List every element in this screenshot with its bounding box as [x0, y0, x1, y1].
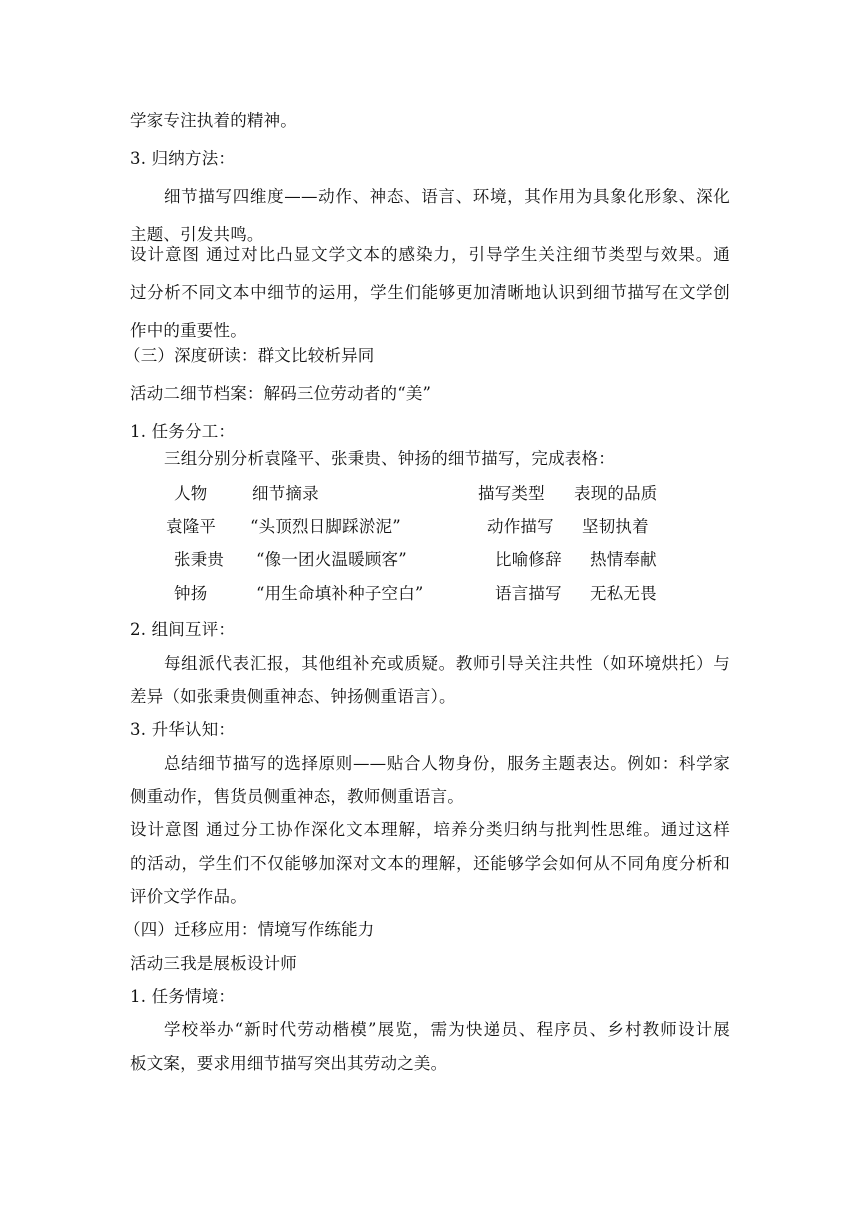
paragraph-line: 的活动，学生们不仅能够加深对文本的理解，还能够学会如何从不同角度分析和	[130, 854, 730, 873]
design-intent-line: 设计意图 通过对比凸显文学文本的感染力，引导学生关注细节类型与效果。通	[130, 245, 730, 264]
table-cell: 比喻修辞	[495, 550, 562, 569]
table-header-excerpt: 细节摘录	[252, 484, 319, 503]
table-cell: 张秉贵	[174, 550, 225, 569]
list-heading: 1. 任务分工：	[130, 422, 236, 441]
table-cell: “用生命填补种子空白”	[256, 584, 424, 603]
paragraph-line: 作中的重要性。	[130, 321, 247, 340]
list-heading: 3. 升华认知：	[130, 720, 236, 739]
paragraph-line: 主题、引发共鸣。	[130, 225, 264, 244]
table-cell: 钟扬	[174, 584, 208, 603]
table-cell: 坚韧执着	[582, 517, 649, 536]
table-cell: “像一团火温暖顾客”	[256, 550, 407, 569]
table-cell: “头顶烈日脚踩淤泥”	[250, 517, 401, 536]
table-cell: 无私无畏	[590, 584, 657, 603]
activity-heading: 活动三我是展板设计师	[130, 954, 297, 973]
paragraph-line: 板文案，要求用细节描写突出其劳动之美。	[130, 1054, 448, 1073]
paragraph-line: 差异（如张秉贵侧重神态、钟扬侧重语言）。	[130, 687, 456, 706]
paragraph-line: 侧重动作，售货员侧重神态，教师侧重语言。	[130, 787, 464, 806]
list-heading: 2. 组间互评：	[130, 620, 236, 639]
table-cell: 动作描写	[487, 517, 554, 536]
paragraph-line: 每组派代表汇报，其他组补充或质疑。教师引导关注共性（如环境烘托）与	[164, 654, 730, 673]
list-heading: 1. 任务情境：	[130, 987, 236, 1006]
table-cell: 热情奉献	[590, 550, 657, 569]
paragraph-line: 评价文学作品。	[130, 887, 247, 906]
table-header-type: 描写类型	[478, 484, 545, 503]
table-header-person: 人物	[174, 484, 208, 503]
list-heading: 3. 归纳方法：	[130, 149, 236, 168]
table-cell: 袁隆平	[166, 517, 217, 536]
table-header-quality: 表现的品质	[574, 484, 658, 503]
design-intent-line: 设计意图 通过分工协作深化文本理解，培养分类归纳与批判性思维。通过这样	[130, 820, 730, 839]
activity-heading: 活动二细节档案：解码三位劳动者的“美”	[130, 384, 432, 403]
section-heading: （四）迁移应用：情境写作练能力	[124, 920, 375, 939]
paragraph-line: 总结细节描写的选择原则——贴合人物身份，服务主题表达。例如：科学家	[164, 754, 730, 773]
paragraph-line: 三组分别分析袁隆平、张秉贵、钟扬的细节描写，完成表格：	[164, 449, 615, 468]
section-heading: （三）深度研读：群文比较析异同	[124, 346, 375, 365]
paragraph-line: 过分析不同文本中细节的运用，学生们能够更加清晰地认识到细节描写在文学创	[130, 283, 730, 302]
paragraph-line: 学家专注执着的精神。	[130, 111, 297, 130]
paragraph-line: 学校举办“新时代劳动楷模”展览，需为快递员、程序员、乡村教师设计展	[164, 1020, 730, 1039]
paragraph-line: 细节描写四维度——动作、神态、语言、环境，其作用为具象化形象、深化	[164, 187, 730, 206]
table-cell: 语言描写	[495, 584, 562, 603]
